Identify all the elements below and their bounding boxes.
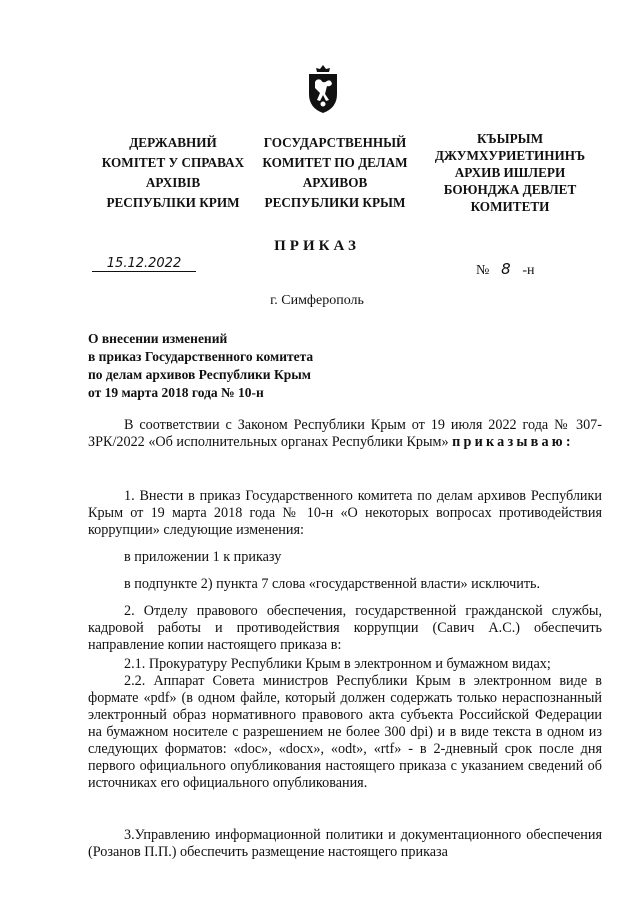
crimea-coat-of-arms-icon — [303, 64, 343, 114]
header-crimean-tatar — [420, 130, 600, 215]
item-2-paragraph: 2. Отделу правового обеспечения, государственной гражданской службы, кадровой работы и противодействия коррупции (Савич А.С.) обеспечить направление копии настоящего приказа в: — [88, 603, 602, 653]
order-subject — [88, 330, 313, 402]
order-number — [476, 260, 535, 279]
handwritten-date: 15.12.2022 — [92, 256, 196, 272]
item-1-paragraph: 1. Внести в приказ Государственного комитета по делам архивов Республики Крым от 19 марта 2018 года № 10-н «О некоторых вопросах противодействия коррупции» следующие изменения: — [88, 488, 602, 538]
city: г. Симферополь — [270, 293, 364, 308]
header-ct-line: БОЮНДЖА ДЕВЛЕТ — [443, 182, 577, 197]
item-1-sub-a: в приложении 1 к приказу — [124, 549, 282, 565]
header-ua-line: АРХІВІВ — [145, 175, 201, 190]
item-2-sub-1: 2.1. Прокуратуру Республики Крым в электронном и бумажном видах; — [124, 656, 551, 672]
number-prefix: № — [476, 263, 490, 278]
header-ru-line: КОМИТЕТ ПО ДЕЛАМ — [262, 155, 408, 170]
item-1-sub-b: в подпункте 2) пункта 7 слова «государственной власти» исключить. — [124, 576, 541, 592]
subject-line: в приказ Государственного комитета — [88, 349, 314, 364]
item-3-paragraph: 3.Управлению информационной политики и документационного обеспечения (Розанов П.П.) обеспечить размещение настоящего приказа — [88, 827, 602, 860]
subject-line: от 19 марта 2018 года № 10-н — [88, 385, 264, 400]
header-ru-line: АРХИВОВ — [302, 175, 368, 190]
subject-line: по делам архивов Республики Крым — [88, 367, 311, 382]
preamble-text: В соответствии с Законом Республики Крым от 19 июля 2022 года № 307-ЗРК/2022 «Об исполнительных органах Республики Крым» — [88, 417, 602, 450]
header-ru-line: РЕСПУБЛИКИ КРЫМ — [264, 195, 406, 210]
number-value: 8 — [501, 260, 511, 278]
header-ct-line: КЪЫРЫМ — [476, 131, 544, 146]
header-ua-line: ДЕРЖАВНИЙ — [129, 135, 217, 150]
subject-line: О внесении изменений — [88, 331, 228, 346]
header-ct-line: ДЖУМХУРИЕТИНИНЪ — [434, 148, 586, 163]
item-2-sub-2: 2.2. Аппарат Совета министров Республики Крым в электронном виде в формате «pdf» (в одном файле, который должен содержать только нераспознанный электронный образ нормативного правового акта субъекта Российской Федерации на бумажном носителе с разрешением не более 300 dpi) и в виде текста в одном из следующих форматов: «doc», «docx», «odt», «rtf» - в 2-дневный срок после дня первого официального опубликования настоящего приказа с указанием сведений об источниках его официального опубликования. — [88, 673, 602, 791]
header-ukrainian — [88, 133, 258, 213]
document-title: ПРИКАЗ — [274, 238, 360, 254]
header-ct-line: АРХИВ ИШЛЕРИ — [454, 165, 566, 180]
header-ct-line: КОМИТЕТИ — [470, 199, 550, 214]
preamble-paragraph — [88, 417, 602, 451]
header-ua-line: КОМІТЕТ У СПРАВАХ — [101, 155, 245, 170]
header-ua-line: РЕСПУБЛІКИ КРИМ — [106, 195, 240, 210]
header-russian — [250, 133, 420, 213]
command-word: приказываю: — [452, 434, 574, 450]
number-suffix: -н — [522, 263, 535, 278]
header-ru-line: ГОСУДАРСТВЕННЫЙ — [263, 135, 407, 150]
